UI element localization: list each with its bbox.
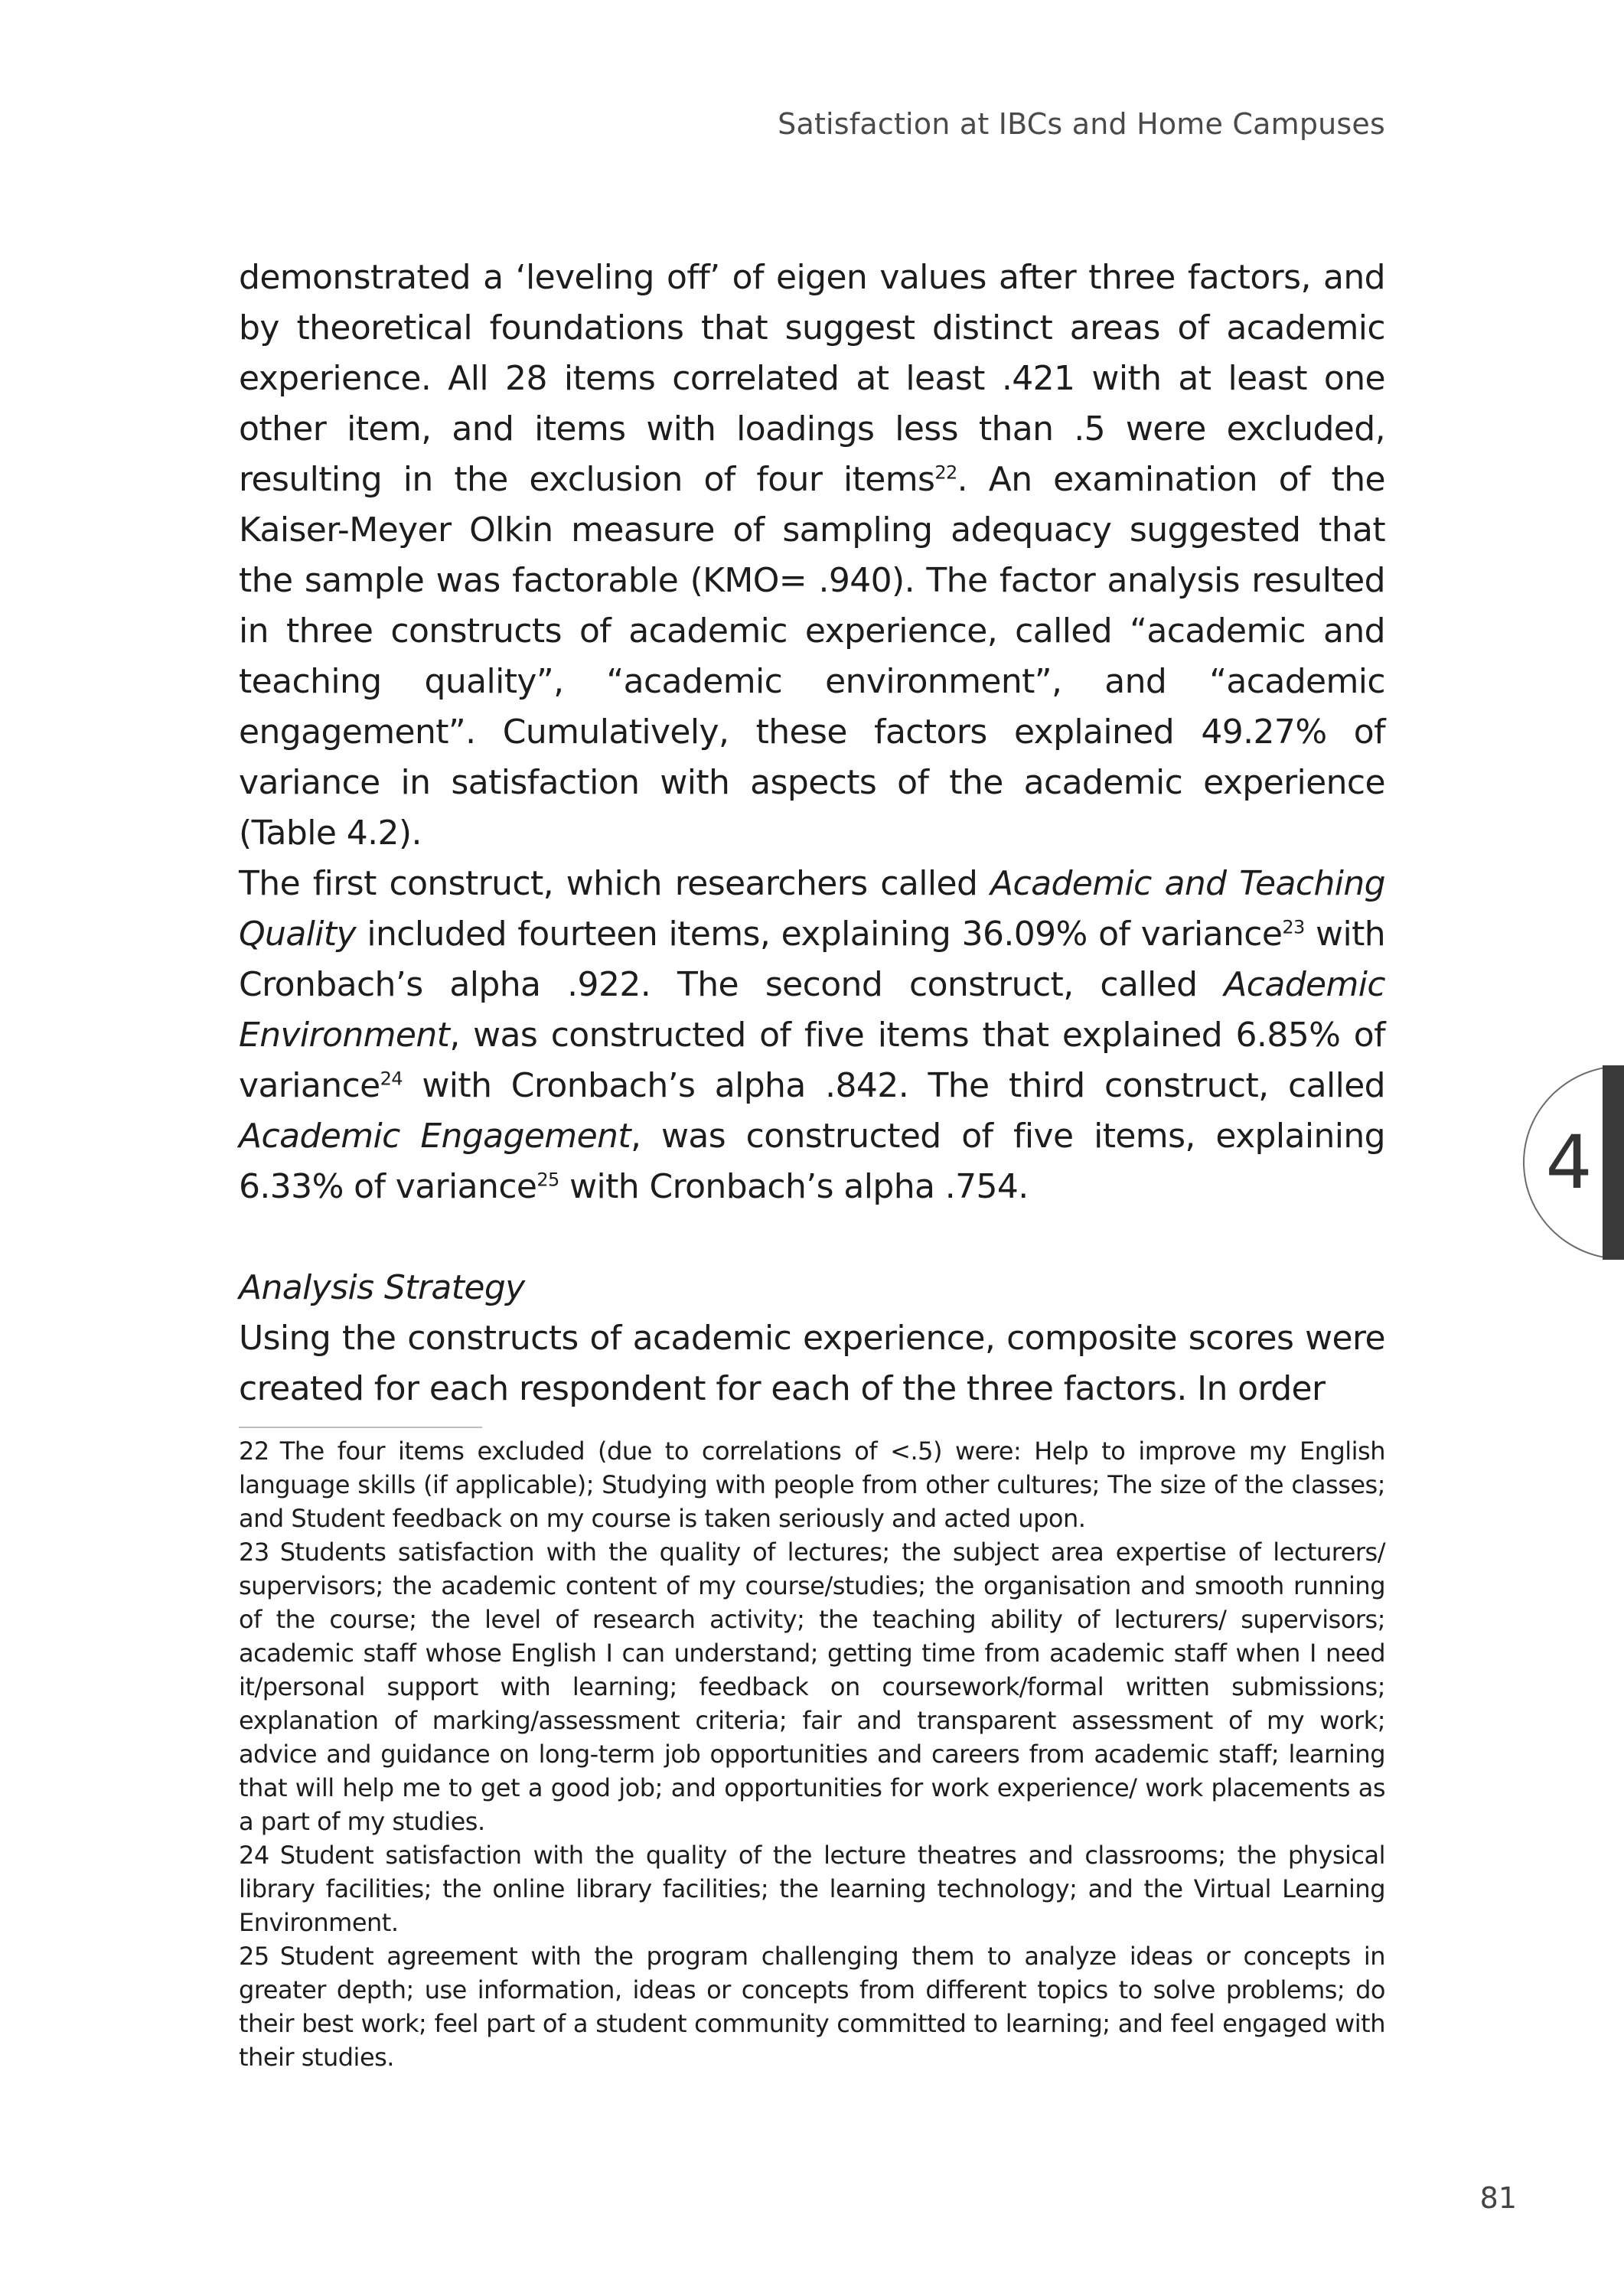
text: , was constructed of five items that explained 6.85% of variance — [239, 1016, 1385, 1105]
footnote-number: 24 — [239, 1841, 269, 1870]
text: included fourteen items, explaining 36.09% of variance — [356, 915, 1283, 954]
footnote-number: 25 — [239, 1942, 269, 1971]
text: with Cronbach’s alpha .754. — [559, 1167, 1029, 1206]
chapter-tab-bar — [1603, 1065, 1624, 1260]
construct-name: Academic Engagement — [239, 1117, 631, 1156]
section-text: Using the constructs of academic experience, composite scores were created for each respondent for each of the three factors. In order — [239, 1319, 1385, 1408]
footnote-text: Students satisfaction with the quality of lectures; the subject area expertise of lecturers/ supervisors; the academic content of my course/studies; the organisation and smooth running of the course; the level of research activity; the teaching ability of lecturers/ supervisors; academic staff whose English I can understand; getting time from academic staff when I need it/personal support with learning; feedback on coursework/formal written submissions; explanation of marking/assessment criteria; fair and transparent assessment of my work; advice and guidance on long-term job opportunities and careers from academic staff; learning that will help me to get a good job; and opportunities for work experience/ work placements as a part of my studies. — [239, 1538, 1385, 1836]
section-heading: Analysis Strategy — [239, 1268, 525, 1307]
footnote-text: Student agreement with the program challenging them to analyze ideas or concepts in greater depth; use information, ideas or concepts from different topics to solve problems; do their best work; feel part of a student community committed to learning; and feel engaged with their studies. — [239, 1942, 1385, 2072]
body-paragraph-1 — [239, 253, 1385, 859]
chapter-number: 4 — [1545, 1120, 1593, 1205]
construct-name: Academic Environment — [239, 965, 1385, 1055]
footnote-24 — [239, 1838, 1385, 1939]
footnote-ref-23[interactable]: 23 — [1282, 916, 1305, 938]
footnote-text: Student satisfaction with the quality of the lecture theatres and classrooms; the physical library facilities; the online library facilities; the learning technology; and the Virtual Learning Environment. — [239, 1841, 1385, 1937]
construct-name: Academic and Teaching Quality — [239, 864, 1385, 954]
footnote-ref-24[interactable]: 24 — [380, 1068, 403, 1090]
text: The first construct, which researchers called — [239, 864, 991, 903]
footnote-number: 22 — [239, 1437, 269, 1466]
footnote-ref-25[interactable]: 25 — [536, 1169, 559, 1191]
body-paragraph-2 — [239, 859, 1385, 1212]
text: with Cronbach’s alpha .922. The second construct, called — [239, 915, 1386, 1004]
text: demonstrated a ‘leveling off’ of eigen values after three factors, and by theoretical foundations that suggest distinct areas of academic experience. All 28 items correlated at least .421 with at least one other item, and items with loadings less than .5 were excluded, resulting in the exclusion of four items — [239, 258, 1385, 499]
analysis-strategy-section — [239, 1263, 1385, 1414]
page-number: 81 — [1479, 2181, 1517, 2215]
footnote-22 — [239, 1434, 1385, 1535]
footnote-23 — [239, 1535, 1385, 1838]
footnote-divider — [239, 1427, 482, 1428]
text: with Cronbach’s alpha .842. The third construct, called — [402, 1066, 1385, 1105]
footnotes — [239, 1434, 1385, 2074]
text: , was constructed of five items, explaining 6.33% of variance — [239, 1117, 1385, 1206]
footnote-ref-22[interactable]: 22 — [934, 461, 957, 484]
text: . An examination of the Kaiser-Meyer Olkin measure of sampling adequacy suggested that the sample was factorable (KMO= .940). The factor analysis resulted in three constructs of academic experience, called “academic and teaching quality”, “academic environment”, and “academic engagement”. Cumulatively, these factors explained 49.27% of variance in satisfaction with aspects of the academic experience (Table 4.2). — [239, 460, 1385, 853]
footnote-25 — [239, 1939, 1385, 2074]
footnote-text: The four items excluded (due to correlations of <.5) were: Help to improve my English language skills (if applicable); Studying with people from other cultures; The size of the classes; and Student feedback on my course is taken seriously and acted upon. — [239, 1437, 1385, 1533]
running-header: Satisfaction at IBCs and Home Campuses — [778, 107, 1385, 141]
footnote-number: 23 — [239, 1538, 269, 1567]
